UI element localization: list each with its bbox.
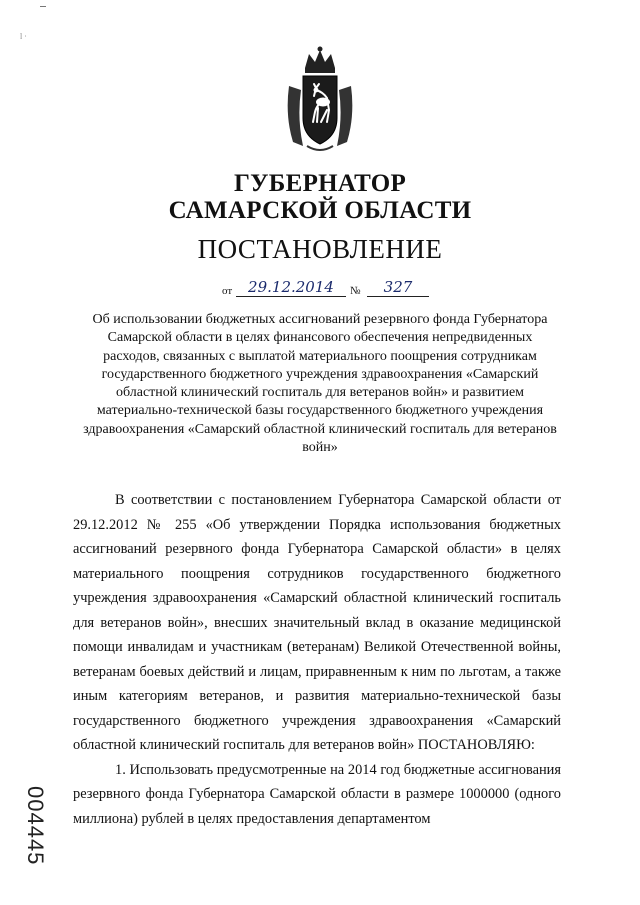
scan-mark <box>40 6 46 10</box>
margin-mark: l · <box>20 32 27 41</box>
body-paragraph-2: 1. Использовать предусмотренные на 2014 год бюджетные ассигнования резервного фонда Губернатора Самарской области в размере 1000000 (одного миллиона) рублей в целях предоставления департаментом <box>73 761 561 827</box>
registration-line <box>222 278 442 300</box>
date-prefix: от <box>222 285 233 297</box>
body-paragraph-1: В соответствии с постановлением Губернатора Самарской области от 29.12.2012 № 255 «Об утверждении Порядка использования бюджетных ассигнований резервного фонда Губернатора Самарской области» в целях материального поощрения сотрудников государственного бюджетного учреждения здравоохранения «Самарский областной клинический госпиталь для ветеранов войн», внесших значительный вклад в оказание медицинской помощи инвалидам и участникам (ветеранам) Великой Отечественной войны, ветеранам боевых действий и лицам, приравненным к ним по льготам, а также иным категориям ветеранов, и развития материально-технической базы государственного бюджетного учреждения здравоохранения «Самарский областной клинический госпиталь для ветеранов войн» ПОСТАНОВЛЯЮ: <box>73 492 561 753</box>
decree-subject: Об использовании бюджетных ассигнований резервного фонда Губернатора Самарской области в целях финансового обеспечения непредвиденных расходов, связанных с выплатой материального поощрения сотрудникам государственного бюджетного учреждения здравоохранения «Самарский областной клинический госпиталь для ветеранов войн» и развитием материально-технической базы государственного бюджетного учреждения здравоохранения «Самарский областной клинический госпиталь для ветеранов войн» <box>83 312 557 456</box>
decree-body <box>73 488 561 831</box>
serial-stamp: 004445 <box>23 786 48 866</box>
coat-of-arms-emblem <box>283 46 357 156</box>
issuer-region: САМАРСКОЙ ОБЛАСТИ <box>168 197 472 224</box>
date-handwritten: 29.12.2014 <box>236 278 346 297</box>
document-type-title: ПОСТАНОВЛЕНИЕ <box>197 234 443 264</box>
issuer-title: ГУБЕРНАТОР <box>233 170 407 197</box>
number-handwritten: 327 <box>367 278 429 297</box>
number-prefix: № <box>350 285 361 297</box>
